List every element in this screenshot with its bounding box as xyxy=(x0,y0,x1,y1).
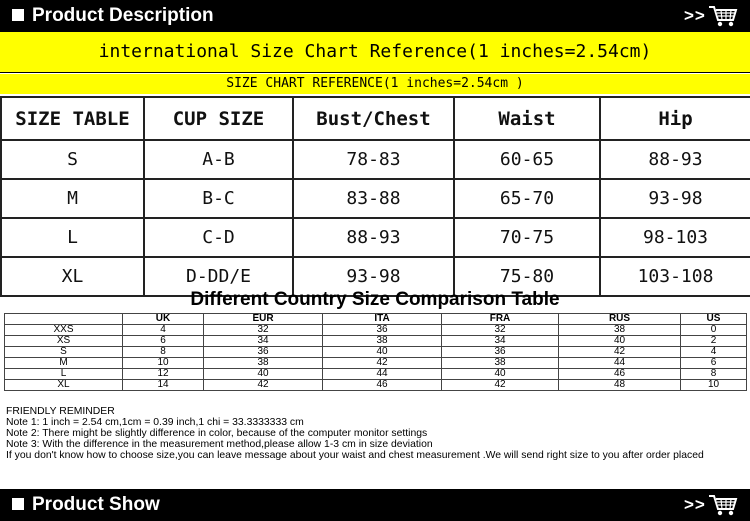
table-cell: XL xyxy=(5,380,123,391)
table-cell: 65-70 xyxy=(454,179,600,218)
size-advice: If you don't know how to choose size,you can leave message about your waist and chest measurement .We will send right size to you after order placed xyxy=(6,450,704,461)
table-cell: 88-93 xyxy=(600,140,750,179)
table-cell: 38 xyxy=(442,358,559,369)
table-cell: 34 xyxy=(204,336,323,347)
table-cell: 36 xyxy=(204,347,323,358)
table-cell: 46 xyxy=(323,380,442,391)
size-chart-reference-title: international Size Chart Reference(1 inches=2.54cm) xyxy=(98,41,652,62)
table-cell: 38 xyxy=(559,325,681,336)
size-table-header-cell: CUP SIZE xyxy=(144,97,293,140)
product-description-banner xyxy=(0,0,750,32)
comparison-title: Different Country Size Comparison Table xyxy=(190,289,560,310)
banner-title: Product Description xyxy=(32,5,214,26)
table-cell: 88-93 xyxy=(293,218,454,257)
table-cell: D-DD/E xyxy=(144,257,293,296)
table-cell: 42 xyxy=(442,380,559,391)
table-cell: 83-88 xyxy=(293,179,454,218)
product-show-banner xyxy=(0,489,750,521)
comparison-header-cell: EUR xyxy=(204,314,323,325)
size-chart-reference-subbar xyxy=(0,74,750,94)
square-bullet-icon xyxy=(12,9,24,21)
table-cell: 36 xyxy=(442,347,559,358)
comparison-header-cell: US xyxy=(681,314,747,325)
table-cell: 42 xyxy=(559,347,681,358)
table-cell: 36 xyxy=(323,325,442,336)
table-cell: 6 xyxy=(681,358,747,369)
table-cell: 32 xyxy=(204,325,323,336)
double-arrow-icon: >> xyxy=(684,6,706,25)
table-cell: S xyxy=(5,347,123,358)
size-chart-reference-subtitle: SIZE CHART REFERENCE(1 inches=2.54cm ) xyxy=(226,76,524,91)
table-cell: 2 xyxy=(681,336,747,347)
country-comparison-table xyxy=(4,313,747,391)
table-row xyxy=(5,336,747,347)
table-cell: M xyxy=(1,179,144,218)
table-cell: 10 xyxy=(681,380,747,391)
table-cell: 32 xyxy=(442,325,559,336)
table-cell: 4 xyxy=(681,347,747,358)
double-arrow-icon: >> xyxy=(684,495,706,514)
shopping-cart-icon[interactable] xyxy=(708,493,738,517)
table-cell: S xyxy=(1,140,144,179)
table-cell: L xyxy=(5,369,123,380)
table-row xyxy=(1,179,750,218)
table-cell: 34 xyxy=(442,336,559,347)
table-cell: 93-98 xyxy=(600,179,750,218)
size-chart-reference-bar xyxy=(0,32,750,73)
table-cell: L xyxy=(1,218,144,257)
table-row xyxy=(1,140,750,179)
size-table-header xyxy=(1,97,750,140)
note-1: Note 1: 1 inch = 2.54 cm,1cm = 0.39 inch,1 chi = 33.3333333 cm xyxy=(6,417,304,428)
comparison-header-cell: UK xyxy=(123,314,204,325)
size-table-header-cell: Hip xyxy=(600,97,750,140)
banner-title: Product Show xyxy=(32,494,160,515)
table-cell: 75-80 xyxy=(454,257,600,296)
table-cell: 0 xyxy=(681,325,747,336)
comparison-header xyxy=(5,314,747,325)
table-cell: 42 xyxy=(204,380,323,391)
table-cell: 6 xyxy=(123,336,204,347)
comparison-header-cell xyxy=(5,314,123,325)
table-cell: 4 xyxy=(123,325,204,336)
size-table xyxy=(0,96,750,297)
table-row xyxy=(5,325,747,336)
table-cell: XL xyxy=(1,257,144,296)
table-cell: 10 xyxy=(123,358,204,369)
table-cell: 93-98 xyxy=(293,257,454,296)
table-cell: B-C xyxy=(144,179,293,218)
comparison-header-cell: ITA xyxy=(323,314,442,325)
table-cell: A-B xyxy=(144,140,293,179)
table-cell: 78-83 xyxy=(293,140,454,179)
table-cell: XXS xyxy=(5,325,123,336)
table-cell: 60-65 xyxy=(454,140,600,179)
comparison-header-cell: RUS xyxy=(559,314,681,325)
table-cell: 12 xyxy=(123,369,204,380)
note-3: Note 3: With the difference in the measurement method,please allow 1-3 cm in size deviation xyxy=(6,439,433,450)
table-row xyxy=(5,358,747,369)
table-row xyxy=(1,218,750,257)
comparison-header-cell: FRA xyxy=(442,314,559,325)
table-cell: C-D xyxy=(144,218,293,257)
table-cell: 8 xyxy=(123,347,204,358)
note-2: Note 2: There might be slightly difference in color, because of the computer monitor settings xyxy=(6,428,428,439)
table-cell: 38 xyxy=(323,336,442,347)
square-bullet-icon xyxy=(12,498,24,510)
table-cell: 48 xyxy=(559,380,681,391)
size-table-header-cell: SIZE TABLE xyxy=(1,97,144,140)
friendly-reminder xyxy=(6,406,746,461)
table-cell: 14 xyxy=(123,380,204,391)
table-row xyxy=(5,347,747,358)
size-table-header-cell: Bust/Chest xyxy=(293,97,454,140)
size-table-header-cell: Waist xyxy=(454,97,600,140)
table-cell: 8 xyxy=(681,369,747,380)
table-cell: 38 xyxy=(204,358,323,369)
table-cell: 40 xyxy=(323,347,442,358)
table-row xyxy=(5,369,747,380)
table-cell: 40 xyxy=(442,369,559,380)
table-cell: 103-108 xyxy=(600,257,750,296)
table-cell: 46 xyxy=(559,369,681,380)
table-cell: XS xyxy=(5,336,123,347)
reminder-heading: FRIENDLY REMINDER xyxy=(6,406,115,417)
table-cell: 70-75 xyxy=(454,218,600,257)
table-cell: 40 xyxy=(204,369,323,380)
table-cell: 44 xyxy=(559,358,681,369)
table-cell: 44 xyxy=(323,369,442,380)
table-row xyxy=(5,380,747,391)
table-cell: M xyxy=(5,358,123,369)
table-cell: 98-103 xyxy=(600,218,750,257)
shopping-cart-icon[interactable] xyxy=(708,4,738,28)
table-cell: 42 xyxy=(323,358,442,369)
table-cell: 40 xyxy=(559,336,681,347)
